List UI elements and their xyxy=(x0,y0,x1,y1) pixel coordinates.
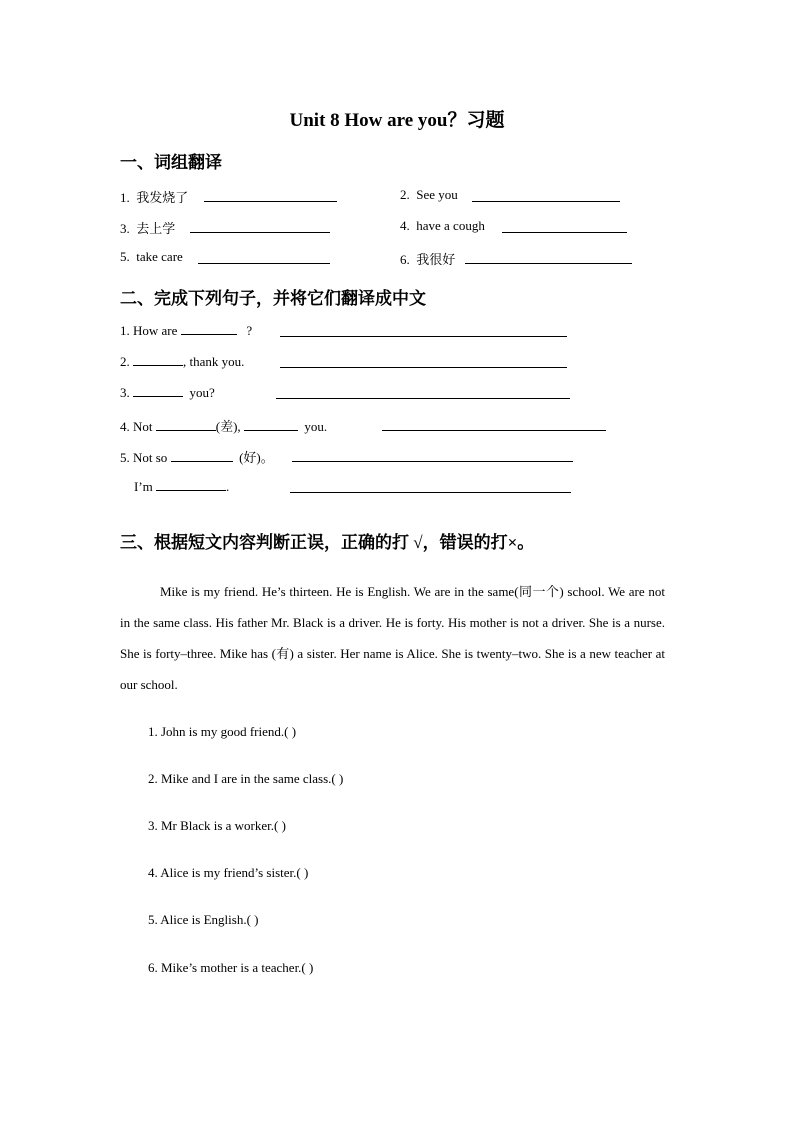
s1-item-4-num: 4. xyxy=(400,218,410,233)
s1-item-3-text: 去上学 xyxy=(136,221,176,236)
s2-s4-part-b: (差), xyxy=(215,419,241,434)
s2-s4-blank-1[interactable] xyxy=(156,418,216,431)
s1-item-6-text: 我很好 xyxy=(416,252,456,267)
s2-s1-blank[interactable] xyxy=(181,322,237,335)
s1-item-5-blank[interactable] xyxy=(198,263,330,264)
s2-s4-part-a: 4. Not xyxy=(120,419,153,434)
s2-s3-blank[interactable] xyxy=(133,384,183,397)
s1-item-5-num: 5. xyxy=(120,249,130,264)
s2-s1-part-a: 1. How are xyxy=(120,323,178,338)
s2-s4-part-c: you. xyxy=(304,419,328,434)
s2-sentence-2 xyxy=(120,353,244,370)
s3-question-1: 1. John is my good friend.( ) xyxy=(148,724,297,739)
s2-sentence-6 xyxy=(134,478,229,495)
s1-item-5-text: take care xyxy=(136,249,183,264)
passage-text: Mike is my friend. He’s thirteen. He is English. We are in the same(同一个) school. We are not in the same class. His father Mr. Black is a driver. He is forty. His mother is not a driver. She is a nurse. She is forty–three. Mike has (有) a sister. Her name is Alice. She is twenty–two. She is a new teacher at our school. xyxy=(120,584,665,692)
s1-item-2-text: See you xyxy=(416,187,458,202)
s2-s3-translation-line[interactable] xyxy=(276,398,570,399)
s1-item-2-blank[interactable] xyxy=(472,201,620,202)
s2-s2-part-b: , thank you. xyxy=(183,354,245,369)
s2-s3-part-a: 3. xyxy=(120,385,130,400)
reading-passage xyxy=(120,576,665,700)
s1-item-4 xyxy=(400,218,485,234)
s2-s6-part-a: I’m xyxy=(134,479,153,494)
s3-question-2: 2. Mike and I are in the same class.( ) xyxy=(148,771,344,786)
s2-s5-blank[interactable] xyxy=(171,449,233,462)
s1-item-4-blank[interactable] xyxy=(502,232,627,233)
page-title: Unit 8 How are you？习题 xyxy=(289,110,505,131)
s1-item-1 xyxy=(120,187,188,206)
s2-s6-translation-line[interactable] xyxy=(290,492,571,493)
s1-item-6 xyxy=(400,249,455,268)
s2-s4-translation-line[interactable] xyxy=(382,430,606,431)
section1-heading: 一、词组翻译 xyxy=(120,153,222,172)
s2-s6-part-b: . xyxy=(226,479,230,494)
s2-sentence-3 xyxy=(120,384,215,401)
s2-s5-part-b: (好)。 xyxy=(239,450,274,465)
s1-item-1-text: 我发烧了 xyxy=(136,190,189,205)
s2-sentence-4 xyxy=(120,416,327,435)
s1-item-3 xyxy=(120,218,175,237)
s2-s5-part-a: 5. Not so xyxy=(120,450,168,465)
s1-item-2 xyxy=(400,187,458,203)
s3-question-5: 5. Alice is English.( ) xyxy=(148,912,259,927)
s2-s5-translation-line[interactable] xyxy=(292,461,573,462)
s1-item-2-num: 2. xyxy=(400,187,410,202)
s3-question-3: 3. Mr Black is a worker.( ) xyxy=(148,818,286,833)
s2-s2-translation-line[interactable] xyxy=(280,367,567,368)
s2-s1-translation-line[interactable] xyxy=(280,336,567,337)
s1-item-1-num: 1. xyxy=(120,190,130,205)
s1-item-6-blank[interactable] xyxy=(465,263,632,264)
section3-heading: 三、根据短文内容判断正误，正确的打 √，错误的打×。 xyxy=(120,533,535,552)
s2-sentence-1 xyxy=(120,322,252,339)
s2-s6-blank[interactable] xyxy=(156,478,226,491)
s1-item-1-blank[interactable] xyxy=(204,201,337,202)
s2-s4-blank-2[interactable] xyxy=(244,418,298,431)
s3-question-4: 4. Alice is my friend’s sister.( ) xyxy=(148,865,309,880)
s2-s2-part-a: 2. xyxy=(120,354,130,369)
s1-item-6-num: 6. xyxy=(400,252,410,267)
s2-s1-part-b: ? xyxy=(246,323,253,338)
s1-item-5 xyxy=(120,249,183,265)
s2-s3-part-b: you? xyxy=(189,385,215,400)
s2-sentence-5 xyxy=(120,447,274,466)
s2-s2-blank[interactable] xyxy=(133,353,183,366)
s1-item-3-blank[interactable] xyxy=(190,232,330,233)
s3-question-6: 6. Mike’s mother is a teacher.( ) xyxy=(148,960,314,975)
s1-item-4-text: have a cough xyxy=(416,218,485,233)
section2-heading: 二、完成下列句子，并将它们翻译成中文 xyxy=(120,289,426,308)
s1-item-3-num: 3. xyxy=(120,221,130,236)
